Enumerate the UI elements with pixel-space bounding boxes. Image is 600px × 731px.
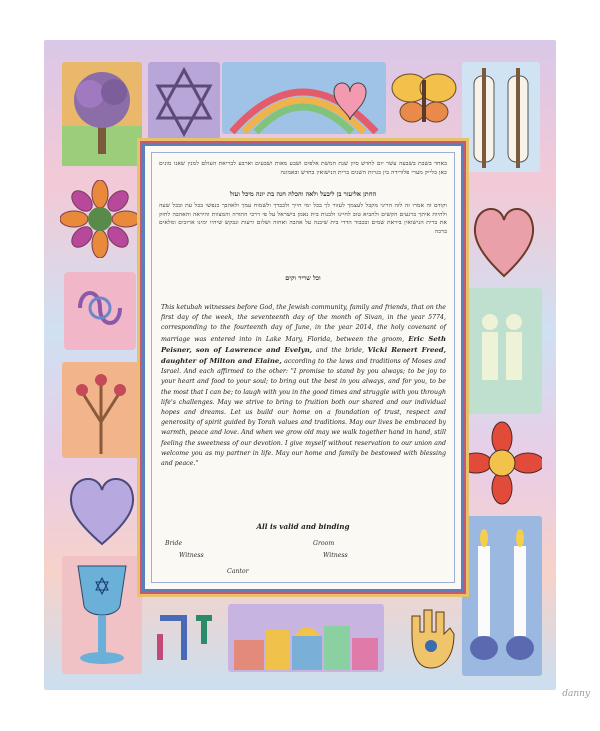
candlesticks-icon <box>462 516 542 676</box>
torah-scroll-icon <box>462 62 540 172</box>
bride-signature-label: Bride <box>165 540 183 547</box>
heart-tile-icon <box>470 196 538 282</box>
ketubah-text-frame <box>142 143 464 592</box>
hamsa-icon <box>404 604 458 674</box>
hebrew-body-text: וקודם זה אמרו זה לזה הריני מקבל לעצמך לעזור לך בכל ימי חייך ולכבדך ולשמוח עמך ולאהבך כנפשי בכל עת ובכל שעה ולהיות איתך ברגעים הקשים ולהביא טוב לחיינו ולבנות בית נאמן בישראל על פי דרכי התורה והמצוות והיראה והאהבה לחזק את ברית הנישואין ביראת שמים ובכבוד הדדי בית שיבנה על אהבה ואחוה ושלום ורעות ונבקש שיהיו ימינו ארוכים ומלאים ברכה <box>159 203 447 235</box>
jerusalem-skyline-icon <box>228 604 384 672</box>
witness-1-signature-label: Witness <box>179 552 204 559</box>
tree-of-life-icon <box>62 62 142 166</box>
swirl-tile-icon <box>60 268 140 354</box>
english-body: according to the laws and traditions of Moses and Israel. And each affirmed to the other: "I promise to stand by you always; to be joy to your heart and food to your soul; to bring out the best in you always, and for you, to be the most that I can be; to laugh with you in the good times and struggle with you through life's challenges. May we strive to bring to fruition both our shared and our individual hopes and dreams. Let us build our home on a foundation of trust, respect and generosity of spirit guided by Torah values and traditions. May our lives be embraced by warmth, peace and love. And when we grow old may we walk together hand in hand, still feeling the sweetness of our devotion. I give myself without reservation to our union and welcome you as my partner in life. May our home and family be bestowed with blessing and peace." <box>161 358 446 468</box>
heart-icon <box>64 466 140 550</box>
hebrew-names-line: החתן אליעזר בן ליבעל ולאה והכלה חגה בת יונה מיכל ועזל <box>229 190 377 198</box>
couple-icon <box>462 288 542 414</box>
artist-signature: danny <box>562 689 590 699</box>
flower-medallion-icon <box>462 420 542 506</box>
witness-2-signature-label: Witness <box>323 552 348 559</box>
english-intro: This ketubah witnesses before God, the Jewish community, family and friends, that on the first day of the week, the seventeenth day of the month of Sivan, in the year 5774, corresponding to the fourteenth day of June, in the year 2014, the holy covenant of marriage was entered into in Lake Mary, Florida, between the groom, <box>161 304 446 343</box>
groom-signature-label: Groom <box>313 540 335 547</box>
rainbow-heart-icon <box>222 62 386 134</box>
binding-line: All is valid and binding <box>256 522 350 531</box>
groom-name: Eric Seth Peisner, son of Lawrence and Evelyn, <box>161 334 446 354</box>
flowers-tile-icon <box>62 362 140 458</box>
english-text <box>161 303 446 469</box>
cantor-signature-label: Cantor <box>227 568 249 575</box>
bride-intro: and the bride, <box>315 346 364 354</box>
butterfly-icon <box>388 66 460 130</box>
star-of-david-icon <box>148 62 220 148</box>
kiddush-cup-icon <box>62 556 142 674</box>
hebrew-chai-letters-icon <box>150 604 222 670</box>
hebrew-binding-line: וכל שריר וקים <box>285 274 321 282</box>
bride-name: Vicki Renert Freed, daughter of Milton and Elaine, <box>161 345 447 366</box>
hebrew-opening-text: באחד בשבת בשבעה עשר יום לחדש סיון שנת חמשת אלפים ושבע מאות ושבעים וארבע לבריאת העולם למנין שאנו מונים כאן בלייק מערי פלורידה בין בגרות השנים ברית הנישואין בחדש ובאמונה <box>159 161 447 176</box>
sunflower-icon <box>60 180 140 258</box>
